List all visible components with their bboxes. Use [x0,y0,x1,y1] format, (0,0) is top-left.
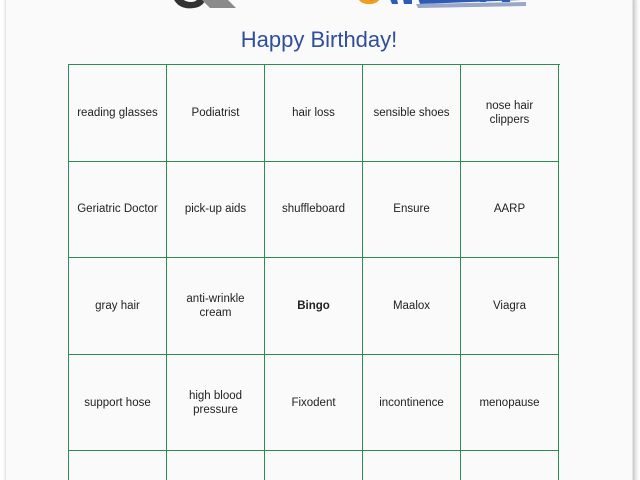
bingo-cell: AARP [461,162,559,259]
bingo-cell: Viagra [461,258,559,355]
bingo-cell: hair loss [265,65,363,162]
bingo-cell: Ensure [363,162,461,259]
bingo-cell: support hose [69,355,167,452]
bingo-cell: Geriatric Doctor [69,162,167,259]
bingo-grid [68,64,560,480]
bingo-cell: Maalox [363,258,461,355]
bingo-cell: shuffleboard [265,162,363,259]
card-title: Happy Birthday! [240,27,398,52]
bingo-cell [167,451,265,480]
bingo-cell: menopause [461,355,559,452]
bingo-cell: reading glasses [69,65,167,162]
bingo-cell: anti-wrinkle cream [167,258,265,355]
bingo-cell [69,451,167,480]
site-logo [166,0,536,16]
bingo-cell [363,451,461,480]
bingo-cell: Podiatrist [167,65,265,162]
bingo-cell: gray hair [69,258,167,355]
bingo-cell: high blood pressure [167,355,265,452]
bingo-free-cell: Bingo [265,258,363,355]
bingo-cell: sensible shoes [363,65,461,162]
bingo-card-sheet [6,0,632,480]
bingo-cell: Fixodent [265,355,363,452]
bingo-cell: pick-up aids [167,162,265,259]
bingo-cell [461,451,559,480]
bingo-cell: nose hair clippers [461,65,559,162]
bingo-cell: incontinence [363,355,461,452]
bingo-cell [265,451,363,480]
